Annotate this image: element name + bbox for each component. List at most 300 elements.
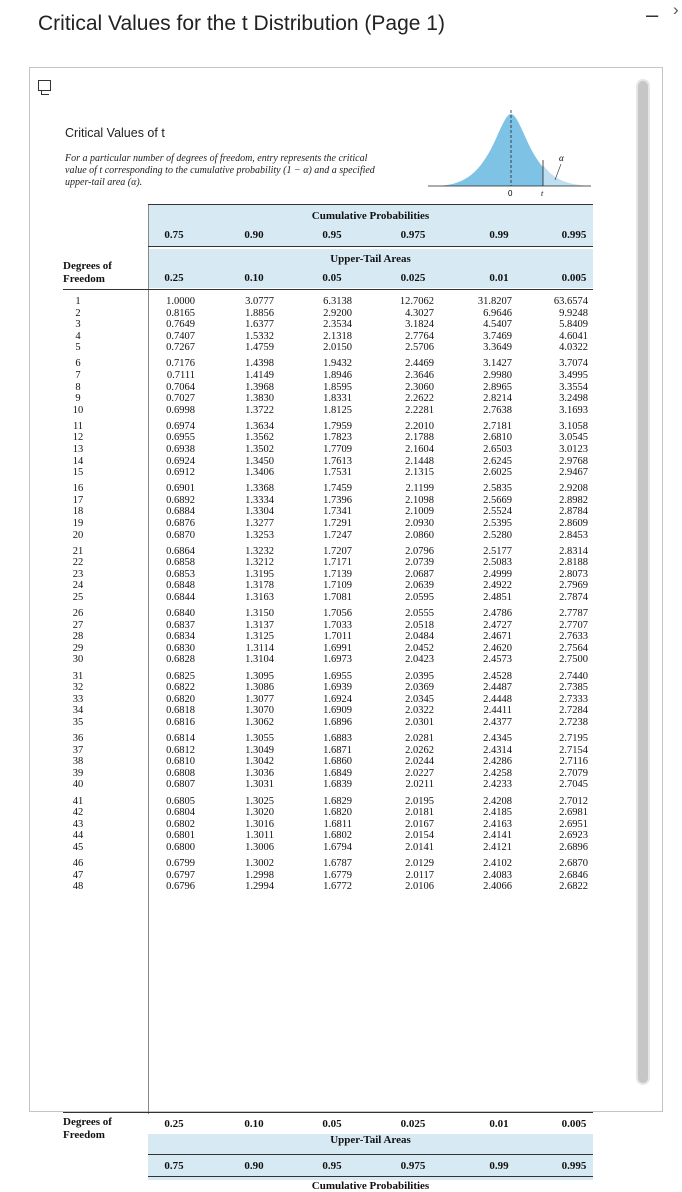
value-cell: 1.3722 xyxy=(245,404,274,416)
df-cell: 32 xyxy=(72,682,84,694)
df-cell: 8 xyxy=(75,381,81,393)
value-cell: 1.7459 xyxy=(323,483,352,495)
value-cell: 3.0777 xyxy=(245,296,274,307)
rule-top xyxy=(148,204,593,205)
value-cell: 2.4528 xyxy=(483,670,512,682)
value-cell: 1.3062 xyxy=(245,716,274,728)
df-cell: 12 xyxy=(72,432,84,444)
value-cell: 1.3137 xyxy=(245,619,274,631)
value-cell: 2.4727 xyxy=(483,619,512,631)
value-cell: 1.0000 xyxy=(166,296,195,307)
value-cell: 0.6876 xyxy=(166,518,195,529)
value-cell: 2.7874 xyxy=(559,592,588,603)
rule-cum xyxy=(148,246,593,247)
value-cell: 12.7062 xyxy=(399,296,434,307)
value-cell: 2.0244 xyxy=(405,756,434,768)
value-cell: 1.7139 xyxy=(323,568,352,580)
value-cell: 1.7959 xyxy=(323,420,352,432)
value-cell: 2.9768 xyxy=(559,455,588,467)
footer-upper-tail-area-3: 0.025 xyxy=(400,1118,426,1130)
value-cell: 1.7033 xyxy=(323,619,352,631)
value-cell: 0.6808 xyxy=(166,767,195,779)
value-cell: 2.6923 xyxy=(559,830,588,842)
value-cell: 2.4185 xyxy=(483,807,512,819)
value-cell: 3.1427 xyxy=(483,358,512,370)
value-cell: 1.6860 xyxy=(323,756,352,768)
value-cell: 0.6892 xyxy=(166,494,195,506)
value-cell: 1.7109 xyxy=(323,580,352,592)
value-cell: 2.8314 xyxy=(559,545,588,557)
upper-tail-area-5: 0.005 xyxy=(561,272,587,284)
value-cell: 2.4448 xyxy=(483,693,512,705)
value-cell: 0.6974 xyxy=(166,420,195,432)
value-cell: 2.4066 xyxy=(483,881,512,893)
value-cell: 2.0518 xyxy=(405,619,434,631)
value-cell: 1.3334 xyxy=(245,494,274,506)
value-cell: 1.7247 xyxy=(323,529,352,541)
value-cell: 2.0301 xyxy=(405,716,434,728)
value-cell: 0.6818 xyxy=(166,705,195,717)
value-cell: 2.8453 xyxy=(559,529,588,541)
df-cell: 44 xyxy=(72,830,84,842)
footer-cumulative-prob-2: 0.95 xyxy=(322,1160,342,1172)
value-cell: 2.8784 xyxy=(559,506,588,518)
value-cell: 0.6955 xyxy=(166,432,195,444)
upper-tail-area xyxy=(543,165,589,186)
value-cell: 2.0639 xyxy=(405,580,434,592)
df-cell: 6 xyxy=(75,358,81,370)
df-cell: 11 xyxy=(72,420,84,432)
value-cell: 1.9432 xyxy=(323,358,352,370)
value-cell: 31.8207 xyxy=(477,296,512,307)
value-cell: 1.3562 xyxy=(245,432,274,444)
df-cell: 43 xyxy=(72,818,84,830)
value-cell: 2.7638 xyxy=(483,404,512,416)
value-cell: 1.3006 xyxy=(245,841,274,853)
value-cell: 0.6816 xyxy=(166,716,195,728)
footer-df-label-2: Freedom xyxy=(63,1129,105,1141)
value-cell: 1.7056 xyxy=(323,608,352,620)
footer-cumulative-label: Cumulative Probabilities xyxy=(311,1180,430,1192)
df-cell: 46 xyxy=(72,858,84,870)
value-cell: 1.6802 xyxy=(323,830,352,842)
cumulative-prob-1: 0.90 xyxy=(244,229,264,241)
footer-cumulative-prob-1: 0.90 xyxy=(244,1160,264,1172)
scrollbar[interactable] xyxy=(636,79,650,1085)
value-cell: 1.3150 xyxy=(245,608,274,620)
zero-label: 0 xyxy=(508,189,513,198)
value-cell: 2.5669 xyxy=(483,494,512,506)
scrollbar-thumb[interactable] xyxy=(638,81,648,1083)
df-cell: 4 xyxy=(75,330,81,342)
value-cell: 0.6807 xyxy=(166,779,195,791)
value-cell: 2.1199 xyxy=(405,483,434,495)
value-cell: 1.3020 xyxy=(245,807,274,819)
value-cell: 2.7564 xyxy=(559,642,588,654)
value-cell: 2.0117 xyxy=(405,869,434,881)
value-cell: 0.6870 xyxy=(166,529,195,541)
footer-rule xyxy=(148,1154,593,1155)
value-cell: 1.4149 xyxy=(245,370,274,381)
value-cell: 1.7171 xyxy=(323,557,352,569)
value-cell: 2.4999 xyxy=(483,568,512,580)
chevron-right-icon[interactable]: › xyxy=(673,0,679,19)
value-cell: 2.0262 xyxy=(405,744,434,756)
df-cell: 13 xyxy=(72,444,84,455)
value-cell: 1.7081 xyxy=(323,592,352,603)
value-cell: 0.7267 xyxy=(166,342,195,354)
value-cell: 2.5835 xyxy=(483,483,512,495)
df-cell: 5 xyxy=(75,342,81,354)
value-cell: 1.3406 xyxy=(245,467,274,479)
value-cell: 3.1824 xyxy=(405,319,434,331)
value-cell: 2.0369 xyxy=(405,682,434,694)
value-cell: 2.5395 xyxy=(483,518,512,529)
value-cell: 2.6951 xyxy=(559,818,588,830)
value-cell: 2.0687 xyxy=(405,568,434,580)
value-cell: 1.7531 xyxy=(323,467,352,479)
value-cell: 1.3253 xyxy=(245,529,274,541)
value-cell: 2.5280 xyxy=(483,529,512,541)
value-cell: 1.8946 xyxy=(323,370,352,381)
value-cell: 2.7079 xyxy=(559,767,588,779)
value-cell: 2.4258 xyxy=(483,767,512,779)
value-cell: 2.0195 xyxy=(405,795,434,807)
value-cell: 0.6804 xyxy=(166,807,195,819)
value-cell: 2.6846 xyxy=(559,869,588,881)
alpha-label: α xyxy=(559,153,564,163)
value-cell: 2.0154 xyxy=(405,830,434,842)
df-cell: 31 xyxy=(72,670,84,682)
value-cell: 2.0167 xyxy=(405,818,434,830)
value-cell: 1.6896 xyxy=(323,716,352,728)
value-cell: 3.3554 xyxy=(559,381,588,393)
df-cell: 35 xyxy=(72,716,84,728)
value-cell: 1.6820 xyxy=(323,807,352,819)
footer-cumulative-prob-3: 0.975 xyxy=(400,1160,426,1172)
value-cell: 2.0345 xyxy=(405,693,434,705)
value-cell: 0.6858 xyxy=(166,557,195,569)
value-cell: 0.6844 xyxy=(166,592,195,603)
value-cell: 1.2998 xyxy=(245,869,274,881)
value-cell: 0.6797 xyxy=(166,869,195,881)
value-cell: 2.7181 xyxy=(483,420,512,432)
value-cell: 2.7787 xyxy=(559,608,588,620)
value-cell: 2.0423 xyxy=(405,654,434,666)
value-cell: 1.7011 xyxy=(323,631,352,643)
value-cell: 1.6849 xyxy=(323,767,352,779)
value-cell: 2.7707 xyxy=(559,619,588,631)
df-cell: 24 xyxy=(72,580,84,592)
df-cell: 47 xyxy=(72,869,84,881)
value-cell: 1.3025 xyxy=(245,795,274,807)
df-cell: 18 xyxy=(72,506,84,518)
value-cell: 2.9200 xyxy=(323,307,352,319)
value-cell: 2.4314 xyxy=(483,744,512,756)
value-cell: 4.0322 xyxy=(559,342,588,354)
value-cell: 0.6805 xyxy=(166,795,195,807)
value-cell: 0.7407 xyxy=(166,330,195,342)
df-cell: 20 xyxy=(72,529,84,541)
df-label-2: Freedom xyxy=(63,273,105,285)
minimize-icon[interactable]: – xyxy=(646,2,659,27)
value-cell: 2.7385 xyxy=(559,682,588,694)
value-cell: 0.7027 xyxy=(166,393,195,405)
upper-tail-area-0: 0.25 xyxy=(164,272,184,284)
value-cell: 0.6822 xyxy=(166,682,195,694)
df-cell: 27 xyxy=(72,619,84,631)
value-cell: 1.3036 xyxy=(245,767,274,779)
value-cell: 0.6924 xyxy=(166,455,195,467)
value-cell: 2.5083 xyxy=(483,557,512,569)
value-cell: 2.7195 xyxy=(559,733,588,745)
value-cell: 2.0281 xyxy=(405,733,434,745)
value-cell: 2.4573 xyxy=(483,654,512,666)
value-cell: 1.6955 xyxy=(323,670,352,682)
value-cell: 1.3178 xyxy=(245,580,274,592)
footer-upper-tail-area-5: 0.005 xyxy=(561,1118,587,1130)
value-cell: 2.1009 xyxy=(405,506,434,518)
value-cell: 0.6837 xyxy=(166,619,195,631)
value-cell: 1.3634 xyxy=(245,420,274,432)
df-cell: 15 xyxy=(72,467,84,479)
value-cell: 2.6870 xyxy=(559,858,588,870)
value-cell: 2.1788 xyxy=(405,432,434,444)
value-cell: 1.6377 xyxy=(245,319,274,331)
value-cell: 1.7613 xyxy=(323,455,352,467)
footer-df-label-1: Degrees of xyxy=(63,1116,112,1128)
value-cell: 63.6574 xyxy=(553,296,588,307)
value-cell: 2.4163 xyxy=(483,818,512,830)
value-cell: 1.3095 xyxy=(245,670,274,682)
rule-footer xyxy=(63,1112,593,1113)
df-cell: 26 xyxy=(72,608,84,620)
cumulative-prob-5: 0.995 xyxy=(561,229,587,241)
value-cell: 2.4102 xyxy=(483,858,512,870)
table-description: For a particular number of degrees of freedom, entry represents the critical value of t corresponding to the cumulative probability (1 − α) and a specified upper-tail area (α). xyxy=(65,153,375,188)
footer-cumulative-prob-0: 0.75 xyxy=(164,1160,184,1172)
value-cell: 3.4995 xyxy=(559,370,588,381)
df-cell: 40 xyxy=(72,779,84,791)
t-distribution-figure xyxy=(423,100,593,200)
value-cell: 2.7045 xyxy=(559,779,588,791)
value-cell: 1.3163 xyxy=(245,592,274,603)
value-cell: 2.1315 xyxy=(405,467,434,479)
value-cell: 0.6848 xyxy=(166,580,195,592)
value-cell: 1.6973 xyxy=(323,654,352,666)
footer-upper-tail-area-2: 0.05 xyxy=(322,1118,342,1130)
df-cell: 42 xyxy=(72,807,84,819)
value-cell: 2.7764 xyxy=(405,330,434,342)
value-cell: 4.6041 xyxy=(559,330,588,342)
footer-cumulative-prob-4: 0.99 xyxy=(489,1160,509,1172)
value-cell: 0.6820 xyxy=(166,693,195,705)
value-cell: 1.6794 xyxy=(323,841,352,853)
value-cell: 1.3502 xyxy=(245,444,274,455)
upper-tail-label: Upper-Tail Areas xyxy=(330,253,411,265)
value-cell: 2.2622 xyxy=(405,393,434,405)
value-cell: 2.6025 xyxy=(483,467,512,479)
df-label-1: Degrees of xyxy=(63,260,112,272)
value-cell: 2.7333 xyxy=(559,693,588,705)
value-cell: 0.6796 xyxy=(166,881,195,893)
value-cell: 2.6810 xyxy=(483,432,512,444)
value-cell: 2.0484 xyxy=(405,631,434,643)
value-cell: 1.8331 xyxy=(323,393,352,405)
value-cell: 9.9248 xyxy=(559,307,588,319)
value-cell: 1.6924 xyxy=(323,693,352,705)
value-cell: 0.6901 xyxy=(166,483,195,495)
df-cell: 10 xyxy=(72,404,84,416)
cumulative-label: Cumulative Probabilities xyxy=(311,210,430,222)
df-cell: 34 xyxy=(72,705,84,717)
value-cell: 0.6864 xyxy=(166,545,195,557)
value-cell: 2.8214 xyxy=(483,393,512,405)
value-cell: 1.6811 xyxy=(323,818,352,830)
df-cell: 23 xyxy=(72,568,84,580)
value-cell: 0.7111 xyxy=(166,370,195,381)
df-cell: 17 xyxy=(72,494,84,506)
value-cell: 2.0150 xyxy=(323,342,352,354)
value-cell: 1.6939 xyxy=(323,682,352,694)
value-cell: 2.1098 xyxy=(405,494,434,506)
df-cell: 30 xyxy=(72,654,84,666)
value-cell: 2.8609 xyxy=(559,518,588,529)
value-cell: 1.3114 xyxy=(245,642,274,654)
document-page xyxy=(63,100,593,1192)
upper-tail-area-1: 0.10 xyxy=(244,272,264,284)
cumulative-prob-4: 0.99 xyxy=(489,229,509,241)
value-cell: 1.6909 xyxy=(323,705,352,717)
cumulative-prob-2: 0.95 xyxy=(322,229,342,241)
value-cell: 2.4286 xyxy=(483,756,512,768)
value-cell: 2.1604 xyxy=(405,444,434,455)
value-cell: 0.6801 xyxy=(166,830,195,842)
viewer-icon[interactable] xyxy=(38,80,51,91)
value-cell: 2.0555 xyxy=(405,608,434,620)
upper-tail-area-2: 0.05 xyxy=(322,272,342,284)
value-cell: 0.6814 xyxy=(166,733,195,745)
df-cell: 48 xyxy=(72,881,84,893)
value-cell: 3.7074 xyxy=(559,358,588,370)
value-cell: 3.0123 xyxy=(559,444,588,455)
value-cell: 1.3125 xyxy=(245,631,274,643)
value-cell: 1.5332 xyxy=(245,330,274,342)
value-cell: 1.3031 xyxy=(245,779,274,791)
value-cell: 2.8965 xyxy=(483,381,512,393)
df-cell: 7 xyxy=(75,370,81,381)
rule-header xyxy=(63,289,593,290)
value-cell: 2.1448 xyxy=(405,455,434,467)
value-cell: 1.6772 xyxy=(323,881,352,893)
value-cell: 2.6981 xyxy=(559,807,588,819)
value-cell: 3.1058 xyxy=(559,420,588,432)
value-cell: 2.6896 xyxy=(559,841,588,853)
value-cell: 2.4786 xyxy=(483,608,512,620)
value-cell: 2.0395 xyxy=(405,670,434,682)
value-cell: 2.4377 xyxy=(483,716,512,728)
value-cell: 0.6799 xyxy=(166,858,195,870)
value-cell: 2.0860 xyxy=(405,529,434,541)
value-cell: 0.6830 xyxy=(166,642,195,654)
df-cell: 37 xyxy=(72,744,84,756)
value-cell: 2.0129 xyxy=(405,858,434,870)
value-cell: 1.7291 xyxy=(323,518,352,529)
value-cell: 2.4345 xyxy=(483,733,512,745)
df-cell: 38 xyxy=(72,756,84,768)
value-cell: 0.6812 xyxy=(166,744,195,756)
value-cell: 1.3277 xyxy=(245,518,274,529)
value-cell: 2.7012 xyxy=(559,795,588,807)
value-cell: 0.6998 xyxy=(166,404,195,416)
value-cell: 1.3011 xyxy=(245,830,274,842)
value-cell: 2.4851 xyxy=(483,592,512,603)
footer-upper-tail-label: Upper-Tail Areas xyxy=(330,1134,411,1146)
value-cell: 2.0595 xyxy=(405,592,434,603)
value-cell: 2.2010 xyxy=(405,420,434,432)
df-cell: 39 xyxy=(72,767,84,779)
value-cell: 0.6810 xyxy=(166,756,195,768)
value-cell: 1.7207 xyxy=(323,545,352,557)
value-cell: 6.3138 xyxy=(323,296,352,307)
value-cell: 2.8982 xyxy=(559,494,588,506)
value-cell: 1.3212 xyxy=(245,557,274,569)
value-cell: 1.7341 xyxy=(323,506,352,518)
value-cell: 6.9646 xyxy=(483,307,512,319)
value-cell: 0.6840 xyxy=(166,608,195,620)
footer-cumulative-prob-5: 0.995 xyxy=(561,1160,587,1172)
value-cell: 2.4487 xyxy=(483,682,512,694)
value-cell: 1.3450 xyxy=(245,455,274,467)
value-cell: 3.3649 xyxy=(483,342,512,354)
value-cell: 2.0106 xyxy=(405,881,434,893)
value-cell: 2.4469 xyxy=(405,358,434,370)
value-cell: 1.6787 xyxy=(323,858,352,870)
value-cell: 0.6834 xyxy=(166,631,195,643)
value-cell: 2.3060 xyxy=(405,381,434,393)
value-cell: 1.3830 xyxy=(245,393,274,405)
df-cell: 3 xyxy=(75,319,81,331)
value-cell: 2.1318 xyxy=(323,330,352,342)
df-cell: 36 xyxy=(72,733,84,745)
value-cell: 2.0322 xyxy=(405,705,434,717)
value-cell: 2.4083 xyxy=(483,869,512,881)
value-cell: 3.1693 xyxy=(559,404,588,416)
value-cell: 2.4671 xyxy=(483,631,512,643)
df-cell: 9 xyxy=(75,393,81,405)
value-cell: 2.7969 xyxy=(559,580,588,592)
value-cell: 2.6822 xyxy=(559,881,588,893)
value-cell: 2.8073 xyxy=(559,568,588,580)
df-cell: 21 xyxy=(72,545,84,557)
value-cell: 1.4398 xyxy=(245,358,274,370)
value-cell: 2.0227 xyxy=(405,767,434,779)
df-cell: 28 xyxy=(72,631,84,643)
value-cell: 0.6802 xyxy=(166,818,195,830)
value-cell: 1.8595 xyxy=(323,381,352,393)
value-cell: 1.7823 xyxy=(323,432,352,444)
value-cell: 2.5524 xyxy=(483,506,512,518)
value-cell: 2.0930 xyxy=(405,518,434,529)
value-cell: 1.6779 xyxy=(323,869,352,881)
footer-upper-tail-area-1: 0.10 xyxy=(244,1118,264,1130)
value-cell: 2.7284 xyxy=(559,705,588,717)
value-cell: 2.7238 xyxy=(559,716,588,728)
value-cell: 1.3002 xyxy=(245,858,274,870)
df-cell: 33 xyxy=(72,693,84,705)
value-cell: 2.5706 xyxy=(405,342,434,354)
value-cell: 2.4121 xyxy=(483,841,512,853)
